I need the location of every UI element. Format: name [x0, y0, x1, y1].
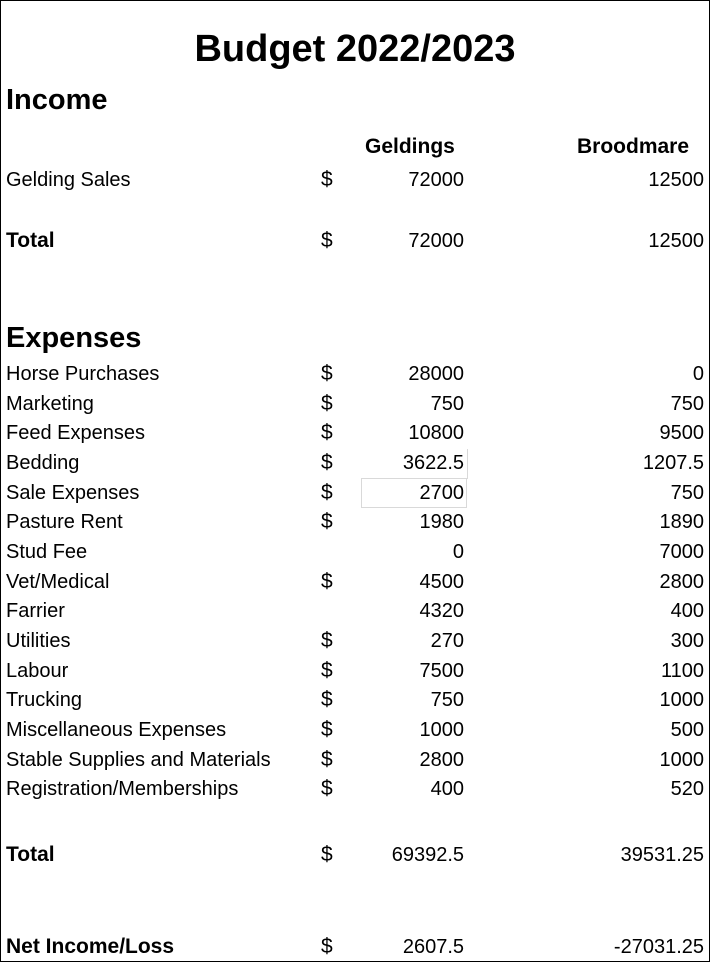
- row-label: Vet/Medical: [6, 571, 110, 593]
- currency-symbol: $: [321, 718, 333, 741]
- geldings-value[interactable]: 10800: [408, 422, 464, 444]
- income-row: [1, 166, 709, 194]
- currency-symbol: $: [321, 481, 333, 504]
- geldings-value[interactable]: 69392.5: [391, 844, 464, 866]
- geldings-value[interactable]: 750: [430, 393, 464, 415]
- row-label: Labour: [6, 660, 69, 682]
- expenses-total-row: [1, 841, 709, 869]
- row-label: Bedding: [6, 452, 80, 474]
- row-label: Horse Purchases: [6, 363, 160, 385]
- geldings-value[interactable]: 4320: [419, 600, 464, 622]
- broodmare-value[interactable]: 2800: [659, 571, 704, 593]
- currency-symbol: $: [321, 843, 333, 866]
- currency-symbol: $: [321, 659, 333, 682]
- row-label: Total: [6, 843, 55, 866]
- expense-row: [1, 360, 709, 388]
- broodmare-value[interactable]: -27031.25: [613, 936, 704, 958]
- expense-row: [1, 746, 709, 774]
- row-label: Miscellaneous Expenses: [6, 719, 227, 741]
- broodmare-value[interactable]: 0: [692, 363, 704, 385]
- geldings-value[interactable]: 400: [430, 778, 464, 800]
- row-label: Net Income/Loss: [6, 935, 175, 958]
- row-label: Gelding Sales: [6, 169, 131, 191]
- broodmare-value[interactable]: 750: [670, 393, 704, 415]
- currency-symbol: $: [321, 392, 333, 415]
- row-label: Registration/Memberships: [6, 778, 239, 800]
- currency-symbol: $: [321, 510, 333, 533]
- currency-symbol: $: [321, 748, 333, 771]
- broodmare-value[interactable]: 300: [670, 630, 704, 652]
- expense-row: [1, 686, 709, 714]
- geldings-value[interactable]: 2800: [419, 749, 464, 771]
- row-label: Pasture Rent: [6, 511, 123, 533]
- net-income-row: [1, 933, 709, 961]
- expense-row: [1, 538, 709, 566]
- column-header-broodmare: Broodmare: [577, 135, 690, 158]
- row-label: Total: [6, 229, 55, 252]
- geldings-value[interactable]: 4500: [419, 571, 464, 593]
- broodmare-value[interactable]: 400: [670, 600, 704, 622]
- broodmare-value[interactable]: 1100: [660, 660, 704, 682]
- broodmare-value[interactable]: 39531.25: [620, 844, 704, 866]
- currency-symbol: $: [321, 688, 333, 711]
- sheet-title: Budget 2022/2023: [194, 28, 516, 70]
- geldings-value[interactable]: 7500: [419, 660, 464, 682]
- broodmare-value[interactable]: 9500: [659, 422, 704, 444]
- currency-symbol: $: [321, 451, 333, 474]
- row-label: Feed Expenses: [6, 422, 145, 444]
- row-label: Farrier: [6, 600, 65, 622]
- row-label: Sale Expenses: [6, 482, 140, 504]
- currency-symbol: $: [321, 229, 333, 252]
- geldings-value[interactable]: 2607.5: [402, 936, 464, 958]
- broodmare-value[interactable]: 1207.5: [642, 452, 704, 474]
- expenses-heading: Expenses: [6, 322, 142, 354]
- expense-row: [1, 390, 709, 418]
- expense-row: [1, 657, 709, 685]
- row-label: Utilities: [6, 630, 71, 652]
- currency-symbol: $: [321, 421, 333, 444]
- expense-row: [1, 716, 709, 744]
- expense-row: [1, 597, 709, 625]
- row-label: Marketing: [6, 393, 94, 415]
- broodmare-value[interactable]: 1890: [659, 511, 704, 533]
- geldings-value[interactable]: 3622.5: [402, 452, 464, 474]
- broodmare-value[interactable]: 1000: [659, 749, 704, 771]
- geldings-value[interactable]: 72000: [408, 230, 464, 252]
- currency-symbol: $: [321, 362, 333, 385]
- geldings-value[interactable]: 1980: [419, 511, 464, 533]
- broodmare-value[interactable]: 750: [670, 482, 704, 504]
- geldings-value[interactable]: 270: [430, 630, 464, 652]
- broodmare-value[interactable]: 500: [670, 719, 704, 741]
- expense-row: [1, 775, 709, 803]
- expense-row: [1, 568, 709, 596]
- expense-row: [1, 508, 709, 536]
- expense-row: [1, 627, 709, 655]
- column-header-geldings: Geldings: [365, 135, 455, 158]
- broodmare-value[interactable]: 7000: [659, 541, 704, 563]
- broodmare-value[interactable]: 1000: [659, 689, 704, 711]
- geldings-value[interactable]: 28000: [408, 363, 464, 385]
- geldings-value[interactable]: 1000: [419, 719, 464, 741]
- expense-row: [1, 449, 709, 477]
- broodmare-value[interactable]: 12500: [648, 230, 704, 252]
- geldings-value[interactable]: 750: [430, 689, 464, 711]
- row-label: Stud Fee: [6, 541, 88, 563]
- row-label: Trucking: [6, 689, 82, 711]
- currency-symbol: $: [321, 570, 333, 593]
- income-heading: Income: [6, 84, 108, 116]
- broodmare-value[interactable]: 12500: [648, 169, 704, 191]
- geldings-value[interactable]: 0: [452, 541, 464, 563]
- currency-symbol: $: [321, 777, 333, 800]
- geldings-value[interactable]: 2700: [419, 482, 464, 504]
- row-label: Stable Supplies and Materials: [6, 749, 271, 771]
- expense-row: [1, 479, 709, 507]
- income-total-row: [1, 227, 709, 255]
- geldings-value[interactable]: 72000: [408, 169, 464, 191]
- currency-symbol: $: [321, 629, 333, 652]
- expense-row: [1, 419, 709, 447]
- currency-symbol: $: [321, 935, 333, 958]
- currency-symbol: $: [321, 168, 333, 191]
- broodmare-value[interactable]: 520: [670, 778, 704, 800]
